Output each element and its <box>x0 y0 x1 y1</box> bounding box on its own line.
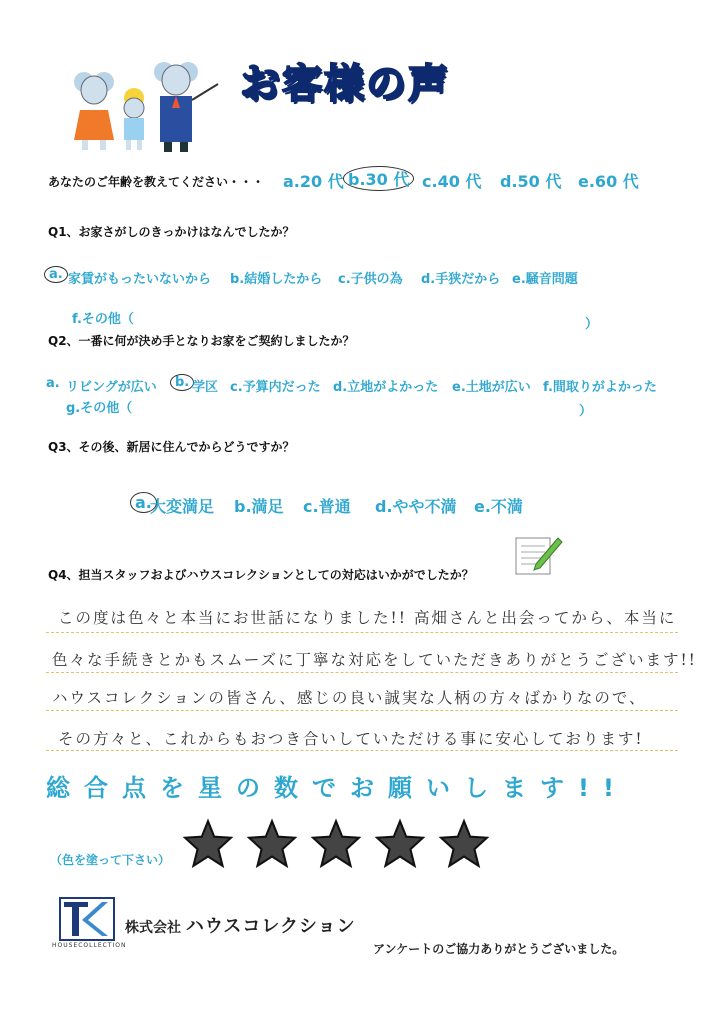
age-option-60[interactable]: e.60 代 <box>578 172 639 191</box>
q2-option-a[interactable]: リビングが広い <box>66 380 157 395</box>
q3-option-d[interactable]: d.やや不満 <box>375 497 457 516</box>
age-option-50[interactable]: d.50 代 <box>500 172 562 191</box>
q1-other-close: ） <box>585 317 599 332</box>
q3-option-c[interactable]: c.普通 <box>303 497 351 516</box>
company-name <box>125 912 356 938</box>
q1-option-c[interactable]: c.子供の為 <box>338 272 403 287</box>
q2-option-c[interactable]: c.予算内だった <box>230 380 321 395</box>
q3-option-b[interactable]: b.満足 <box>234 497 284 516</box>
q2-option-e[interactable]: e.土地が広い <box>452 380 531 395</box>
q4-answer-line-2: 色々な手続きとかもスムーズに丁寧な対応をしていただきありがとうございます!! <box>52 651 697 669</box>
q4-answer-line-4: その方々と、これからもおつき合いしていただける事に安心しております! <box>58 730 644 748</box>
star-icon[interactable] <box>182 818 234 870</box>
q2-other-close: ） <box>579 404 593 419</box>
q1-option-a-selected[interactable]: 家賃がもったいないから <box>68 272 212 287</box>
company-logo-text: HOUSECOLLECTION <box>52 942 127 949</box>
company-prefix: 株式会社 <box>125 920 181 936</box>
q3-option-e[interactable]: e.不満 <box>474 497 523 516</box>
thanks-message: アンケートのご協力ありがとうございました。 <box>373 942 625 956</box>
q2-option-d[interactable]: d.立地がよかった <box>333 380 439 395</box>
company-logo-icon <box>58 896 116 942</box>
q2-question: Q2、一番に何が決め手となりお家をご契約しましたか？ <box>48 334 355 348</box>
q4-question: Q4、担当スタッフおよびハウスコレクションとしての対応はいかがでしたか？ <box>48 568 474 582</box>
star-icon[interactable] <box>374 818 426 870</box>
star-icon[interactable] <box>438 818 490 870</box>
company-name-text: ハウスコレクション <box>185 916 356 937</box>
q3-option-a-marker[interactable]: a. <box>130 492 157 513</box>
mascot-illustration <box>56 60 226 155</box>
q2-option-other[interactable]: g.その他（ <box>66 401 133 416</box>
age-option-20[interactable]: a.20 代 <box>283 172 344 191</box>
star-icon[interactable] <box>310 818 362 870</box>
notepad-pencil-icon <box>514 532 564 582</box>
age-question: あなたのご年齢を教えてください・・・ <box>48 175 265 189</box>
q1-option-a-marker[interactable]: a. <box>44 266 68 283</box>
q1-option-other[interactable]: f.その他（ <box>72 312 134 327</box>
q2-option-b-marker[interactable]: b. <box>170 374 194 391</box>
q1-option-e[interactable]: e.騒音問題 <box>512 272 578 287</box>
q2-option-f[interactable]: f.間取りがよかった <box>543 380 657 395</box>
q1-question: Q1、お家さがしのきっかけはなんでしたか？ <box>48 225 295 239</box>
rating-stars[interactable] <box>182 818 490 870</box>
q4-answer-line-3: ハウスコレクションの皆さん、感じの良い誠実な人柄の方々ばかりなので、 <box>52 689 647 707</box>
q2-option-a-marker[interactable]: a. <box>46 376 60 391</box>
q3-question: Q3、その後、新居に住んでからどうですか？ <box>48 440 295 454</box>
q4-answer-line-1: この度は色々と本当にお世話になりました!! 高畑さんと出会ってから、本当に <box>58 609 677 627</box>
star-icon[interactable] <box>246 818 298 870</box>
q1-option-d[interactable]: d.手狭だから <box>421 272 501 287</box>
q1-option-b[interactable]: b.結婚したから <box>230 272 323 287</box>
q2-option-b-selected[interactable]: 学区 <box>192 380 219 395</box>
rating-note: （色を塗って下さい） <box>50 853 171 867</box>
q3-option-a-selected[interactable]: 大変満足 <box>150 497 215 516</box>
age-option-30-selected[interactable]: b.30 代 <box>343 166 414 191</box>
page-title: お客様の声 <box>240 61 450 107</box>
rating-request: 総合点を星の数でお願いします!! <box>46 774 628 802</box>
age-option-40[interactable]: c.40 代 <box>422 172 482 191</box>
